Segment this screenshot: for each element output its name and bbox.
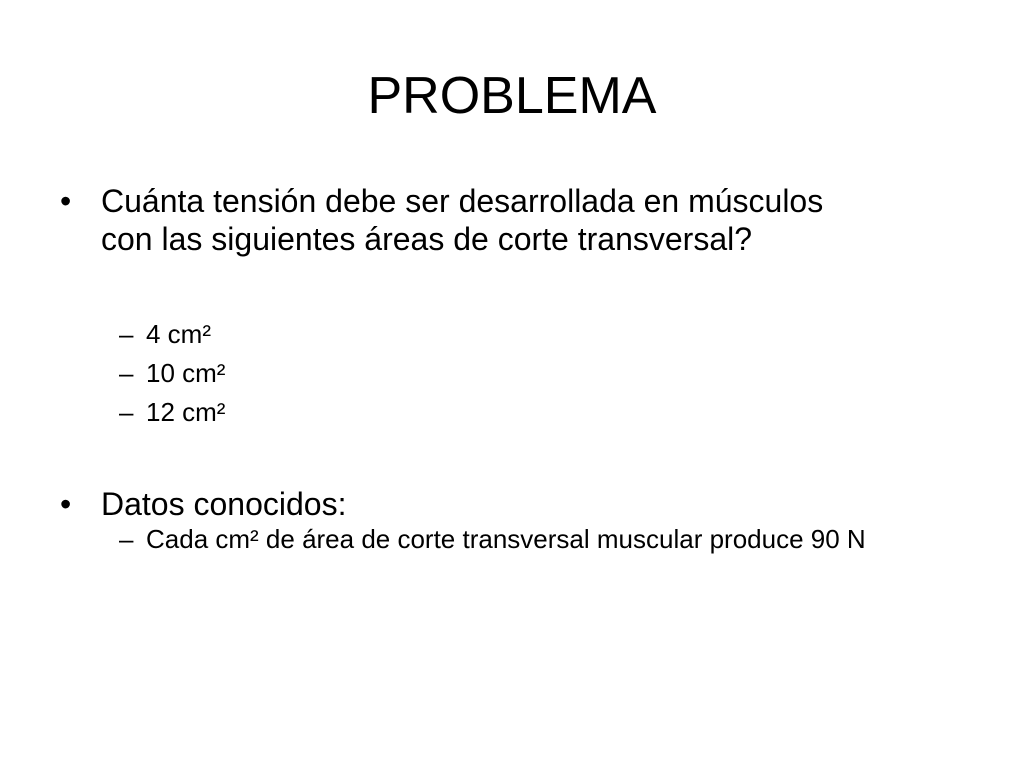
slide-title: PROBLEMA	[367, 67, 657, 125]
sub-item-text: Cada cm² de área de corte transversal muscular produce 90 N	[146, 524, 866, 554]
sub-item-area-1	[60, 318, 880, 351]
bullet-icon: •	[60, 486, 72, 522]
bullet-text: Datos conocidos:	[101, 486, 347, 522]
bullet-item-question	[60, 182, 880, 258]
sub-item-area-2	[60, 357, 880, 390]
sub-item-known-fact	[60, 523, 880, 556]
dash-icon: –	[119, 524, 134, 554]
sub-item-text: 12 cm²	[146, 397, 226, 427]
slide-content	[60, 182, 880, 556]
bullet-icon: •	[60, 183, 72, 219]
bullet-text: Cuánta tensión debe ser desarrollada en músculos con las siguientes áreas de corte transversal?	[101, 183, 824, 257]
dash-icon: –	[119, 319, 134, 349]
dash-icon: –	[119, 358, 134, 388]
sub-item-area-3	[60, 396, 880, 429]
bullet-item-known-data	[60, 485, 880, 523]
dash-icon: –	[119, 397, 134, 427]
sub-item-text: 4 cm²	[146, 319, 211, 349]
sub-item-text: 10 cm²	[146, 358, 226, 388]
